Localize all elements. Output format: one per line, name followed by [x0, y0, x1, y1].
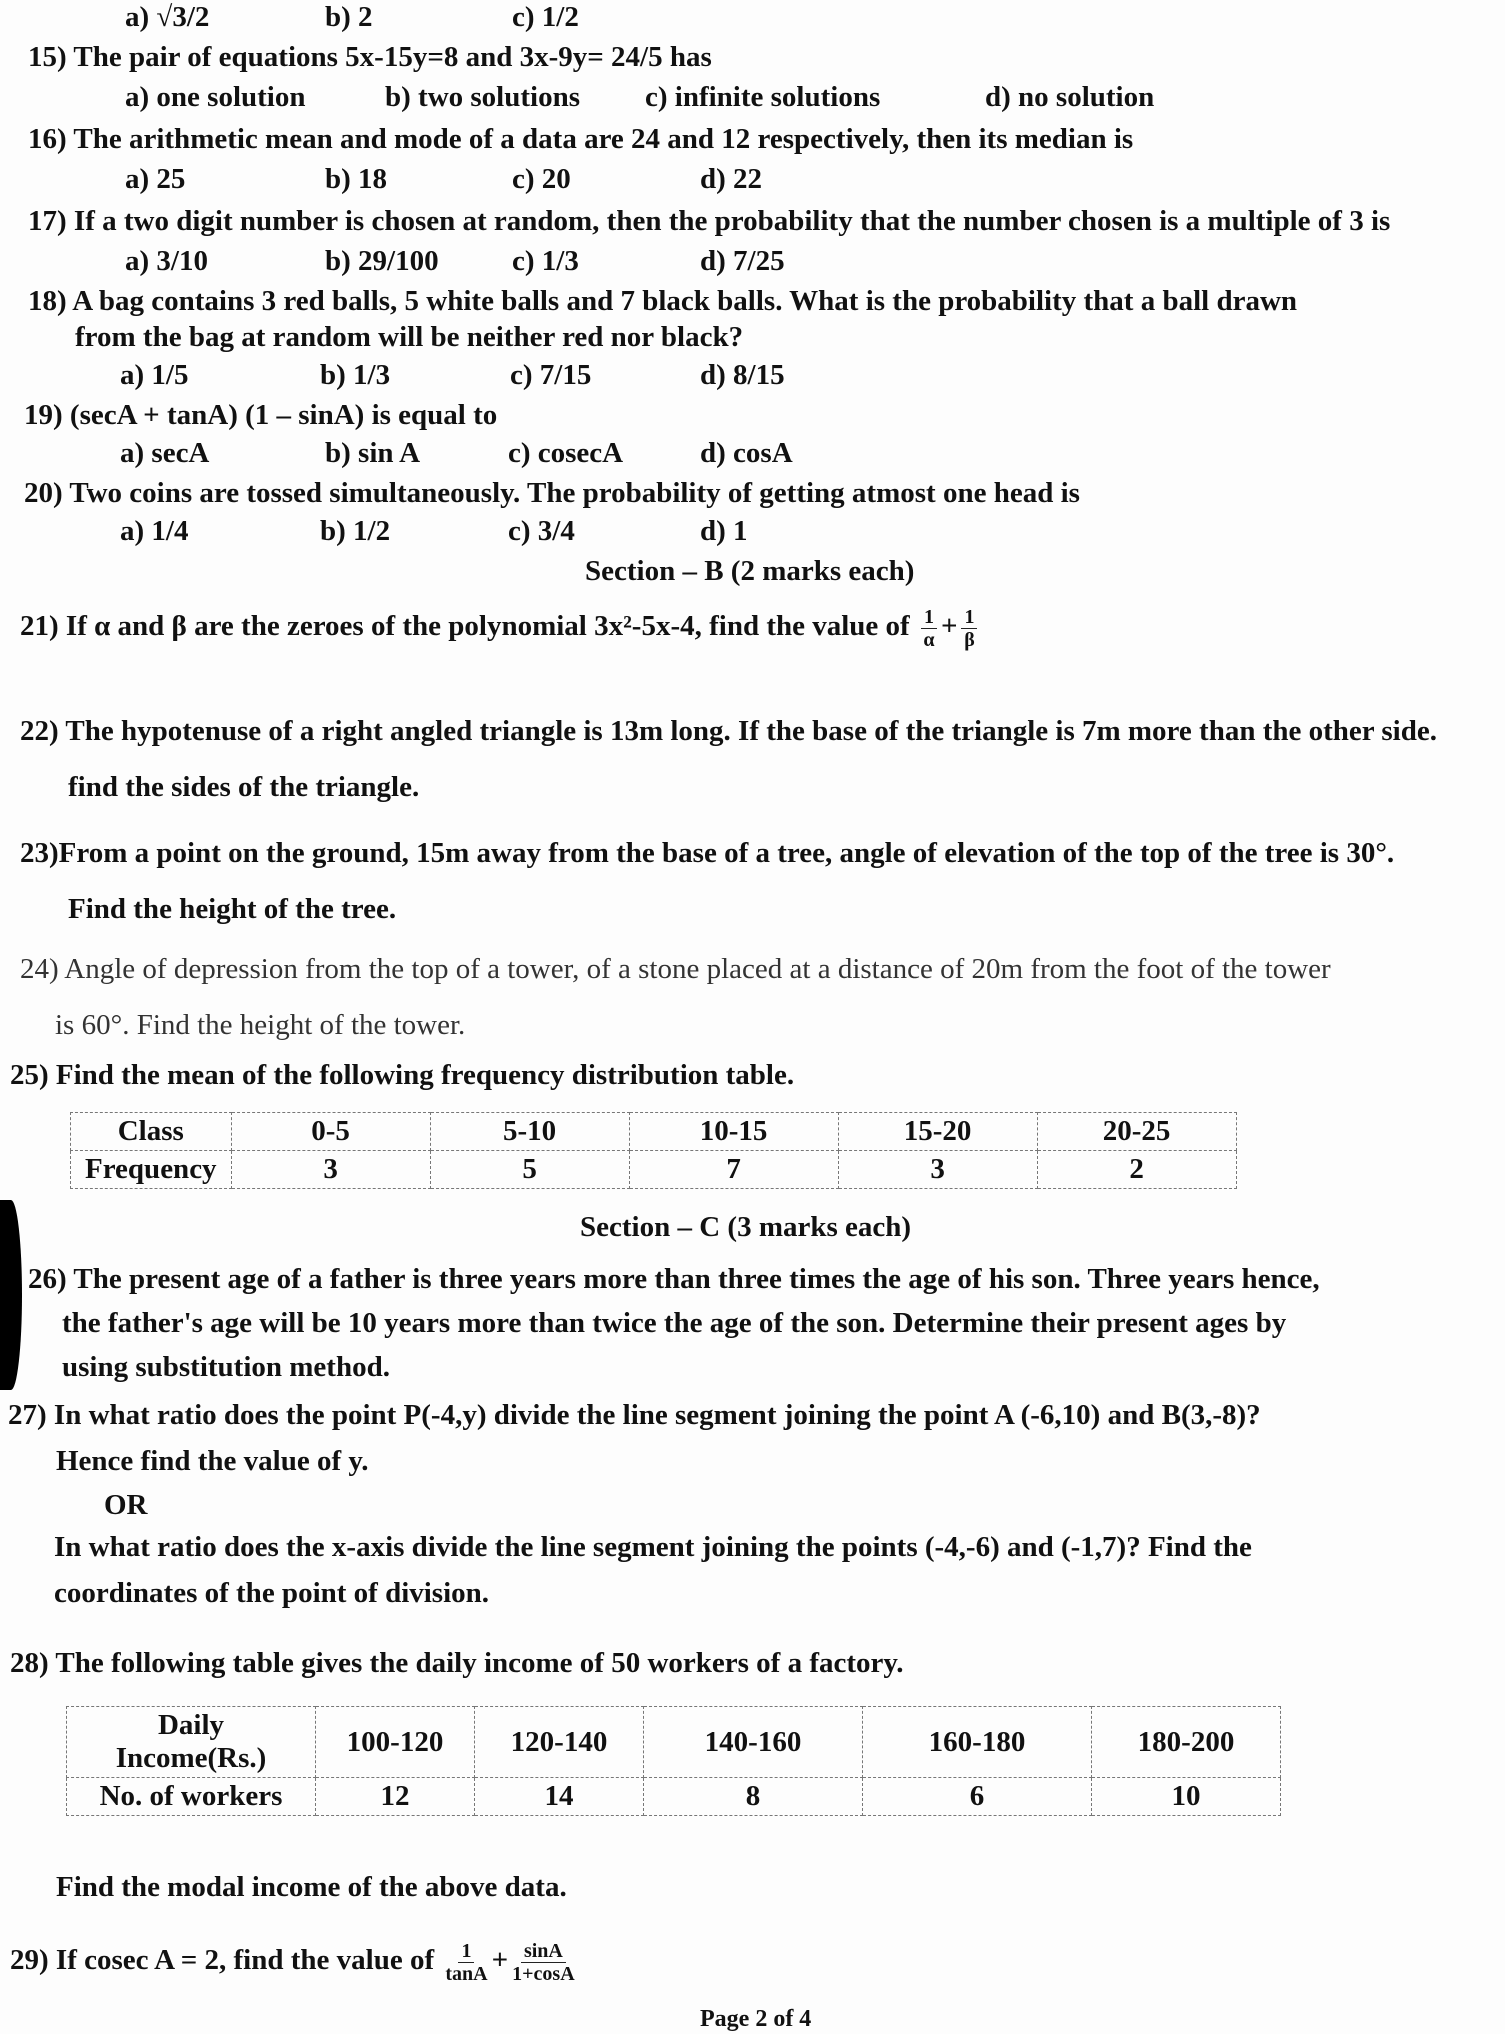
class-cell: 5-10: [430, 1113, 629, 1151]
class-cell: 100-120: [316, 1707, 475, 1778]
q19-option-b: b) sin A: [325, 437, 421, 469]
workers-cell: 10: [1092, 1778, 1281, 1816]
q28-text-continued: Find the modal income of the above data.: [56, 1871, 567, 1903]
row-header: Frequency: [71, 1151, 232, 1189]
q27-alt-line-1: In what ratio does the x-axis divide the line segment joining the points (-4,-6) and (-1,7)? Find the: [54, 1531, 1252, 1563]
row-header: Daily Income(Rs.): [67, 1707, 316, 1778]
denominator: α: [923, 629, 935, 651]
denominator: β: [964, 629, 975, 651]
table-row-income: [67, 1707, 1281, 1778]
plus-sign: +: [940, 610, 958, 643]
section-c-heading: Section – C (3 marks each): [580, 1211, 912, 1243]
q23-text: 23)From a point on the ground, 15m away from the base of a tree, angle of elevation of the top of the tree is 30°.: [20, 837, 1395, 869]
class-cell: 140-160: [644, 1707, 863, 1778]
q17-option-c: c) 1/3: [512, 245, 579, 277]
q19-option-c: c) cosecA: [508, 437, 624, 469]
q22-text: 22) The hypotenuse of a right angled triangle is 13m long. If the base of the triangle is 7m more than the other side.: [20, 715, 1437, 747]
q23-text-continued: Find the height of the tree.: [68, 893, 397, 925]
q18-option-d: d) 8/15: [700, 359, 785, 391]
q18-option-a: a) 1/5: [120, 359, 189, 391]
q15-option-a: a) one solution: [125, 81, 306, 113]
q27-alt-line-2: coordinates of the point of division.: [54, 1577, 490, 1609]
q21-fraction-1: [921, 606, 937, 651]
denominator: 1+cosA: [512, 1963, 575, 1985]
q16-text: 16) The arithmetic mean and mode of a data are 24 and 12 respectively, then its median is: [28, 123, 1134, 155]
row-header: No. of workers: [67, 1778, 316, 1816]
q21-text: 21) If α and β are the zeroes of the polynomial 3x²-5x-4, find the value of: [20, 610, 910, 643]
class-cell: 10-15: [629, 1113, 838, 1151]
class-cell: 160-180: [863, 1707, 1092, 1778]
numerator: 1: [961, 606, 977, 629]
q29: [10, 1940, 579, 1985]
row-header: Class: [71, 1113, 232, 1151]
q16-option-d: d) 22: [700, 163, 763, 195]
q18-text: 18) A bag contains 3 red balls, 5 white balls and 7 black balls. What is the probability that a ball drawn: [28, 285, 1298, 317]
numerator: sinA: [521, 1940, 566, 1963]
q20-option-d: d) 1: [700, 515, 748, 547]
q20-option-c: c) 3/4: [508, 515, 575, 547]
frequency-cell: 7: [629, 1151, 838, 1189]
q17-option-a: a) 3/10: [125, 245, 208, 277]
q20-option-b: b) 1/2: [320, 515, 391, 547]
q24-text: 24) Angle of depression from the top of a tower, of a stone placed at a distance of 20m from the foot of the tower: [20, 953, 1331, 985]
q15-text: 15) The pair of equations 5x-15y=8 and 3x-9y= 24/5 has: [28, 41, 712, 73]
q16-option-b: b) 18: [325, 163, 388, 195]
q18-option-b: b) 1/3: [320, 359, 391, 391]
q16-option-c: c) 20: [512, 163, 571, 195]
page-number: Page 2 of 4: [700, 2006, 812, 2032]
q15-option-b: b) two solutions: [385, 81, 580, 113]
q26-line-2: the father's age will be 10 years more than twice the age of the son. Determine their present ages by: [62, 1307, 1287, 1339]
table-row-frequency: [71, 1151, 1237, 1189]
scan-shadow: [0, 1200, 22, 1390]
q27-line-1: 27) In what ratio does the point P(-4,y) divide the line segment joining the point A (-6,10) and B(3,-8)?: [8, 1399, 1261, 1431]
q17-option-b: b) 29/100: [325, 245, 439, 277]
q16-option-a: a) 25: [125, 163, 186, 195]
q28-text: 28) The following table gives the daily income of 50 workers of a factory.: [10, 1647, 904, 1679]
frequency-cell: 2: [1037, 1151, 1236, 1189]
q18-text-continued: from the bag at random will be neither red nor black?: [75, 321, 744, 353]
q15-option-d: d) no solution: [985, 81, 1155, 113]
q25-text: 25) Find the mean of the following frequency distribution table.: [10, 1059, 795, 1091]
q26-line-1: 26) The present age of a father is three years more than three times the age of his son. Three years hence,: [28, 1263, 1320, 1295]
workers-cell: 8: [644, 1778, 863, 1816]
q29-fraction-2: [512, 1940, 575, 1985]
q22-text-continued: find the sides of the triangle.: [68, 771, 420, 803]
frequency-cell: 3: [838, 1151, 1037, 1189]
class-cell: 120-140: [475, 1707, 644, 1778]
q20-text: 20) Two coins are tossed simultaneously. The probability of getting atmost one head is: [24, 477, 1080, 509]
q14-option-c: c) 1/2: [512, 1, 579, 33]
class-cell: 0-5: [231, 1113, 430, 1151]
numerator: 1: [458, 1940, 474, 1963]
workers-cell: 6: [863, 1778, 1092, 1816]
numerator: 1: [921, 606, 937, 629]
workers-cell: 12: [316, 1778, 475, 1816]
table-row-workers: [67, 1778, 1281, 1816]
frequency-cell: 3: [231, 1151, 430, 1189]
q27-or: OR: [104, 1489, 148, 1521]
denominator: tanA: [445, 1963, 488, 1985]
q14-option-a: a) √3/2: [125, 1, 210, 33]
class-cell: 15-20: [838, 1113, 1037, 1151]
section-b-heading: Section – B (2 marks each): [585, 555, 915, 587]
q19-text: 19) (secA + tanA) (1 – sinA) is equal to: [24, 399, 498, 431]
q17-option-d: d) 7/25: [700, 245, 785, 277]
frequency-cell: 5: [430, 1151, 629, 1189]
q27-line-2: Hence find the value of y.: [56, 1445, 369, 1477]
q26-line-3: using substitution method.: [62, 1351, 390, 1383]
class-cell: 180-200: [1092, 1707, 1281, 1778]
q15-option-c: c) infinite solutions: [645, 81, 881, 113]
q17-text: 17) If a two digit number is chosen at random, then the probability that the number chosen is a multiple of 3 is: [28, 205, 1391, 237]
q21: [20, 606, 981, 651]
q18-option-c: c) 7/15: [510, 359, 592, 391]
q25-frequency-table: [70, 1112, 1237, 1189]
q20-option-a: a) 1/4: [120, 515, 189, 547]
q28-income-table: [66, 1706, 1281, 1816]
q19-option-d: d) cosA: [700, 437, 793, 469]
q29-fraction-1: [445, 1940, 487, 1985]
class-cell: 20-25: [1037, 1113, 1236, 1151]
q21-fraction-2: [961, 606, 977, 651]
plus-sign: +: [491, 1944, 509, 1977]
q19-option-a: a) secA: [120, 437, 210, 469]
q14-option-b: b) 2: [325, 1, 373, 33]
workers-cell: 14: [475, 1778, 644, 1816]
table-row-class: [71, 1113, 1237, 1151]
q29-text: 29) If cosec A = 2, find the value of: [10, 1944, 435, 1977]
q24-text-continued: is 60°. Find the height of the tower.: [55, 1009, 466, 1041]
